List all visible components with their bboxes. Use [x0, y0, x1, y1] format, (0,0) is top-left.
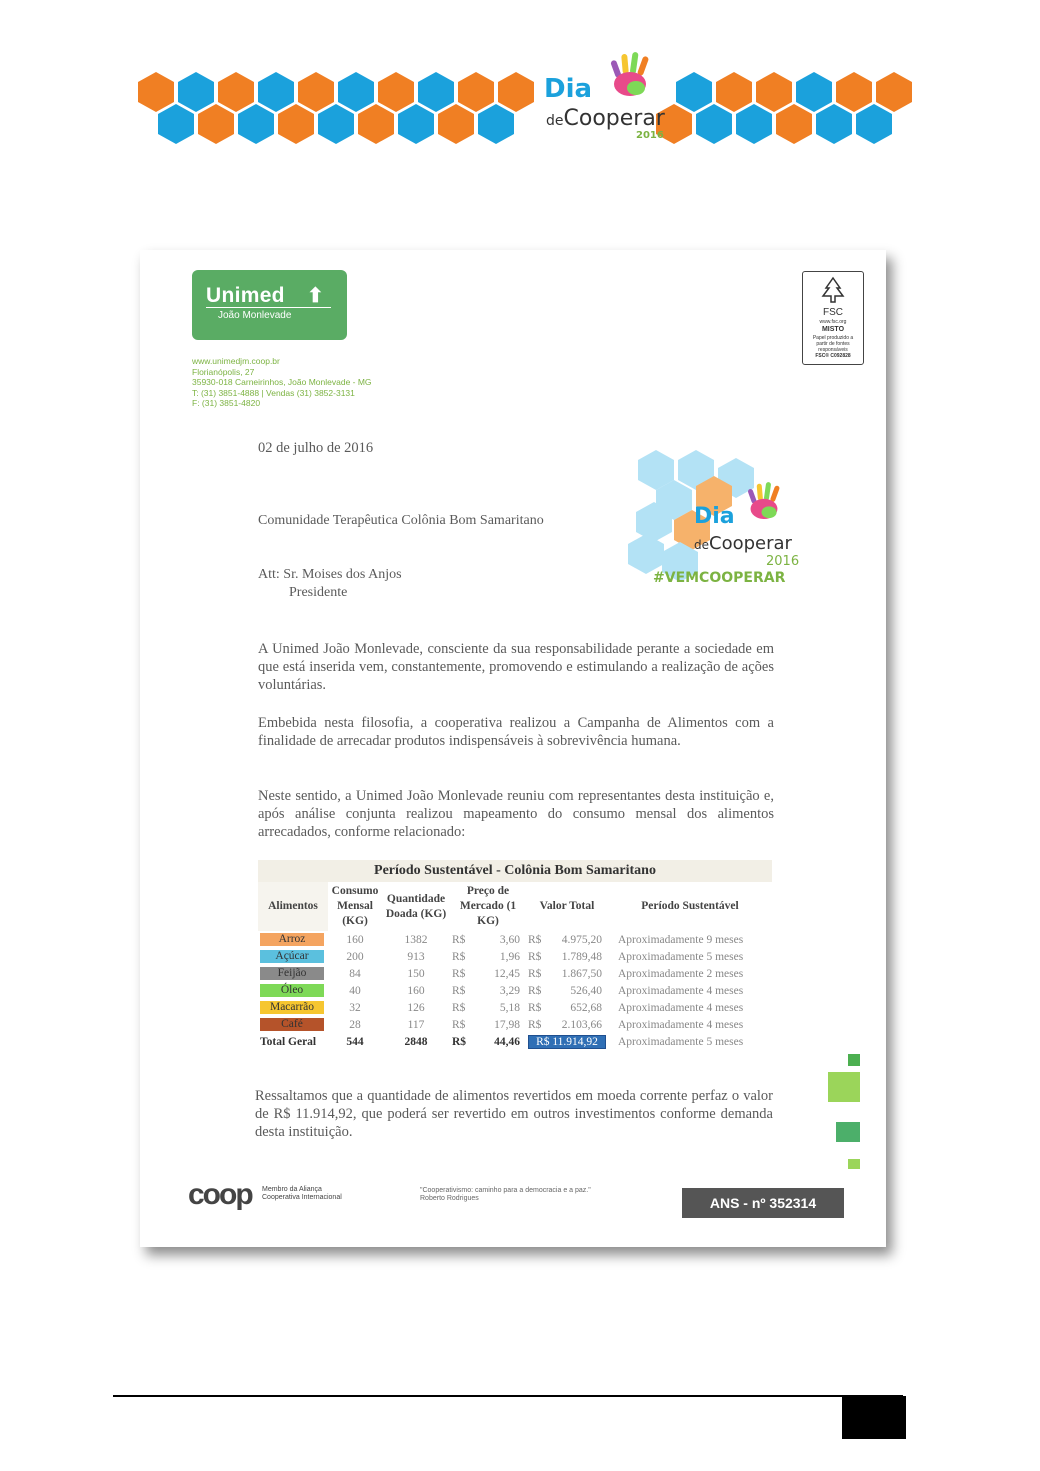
hexagon-shape	[796, 72, 832, 112]
valor-value: 1.789,48	[561, 950, 602, 963]
doada-cell: 160	[407, 984, 425, 997]
periodo-cell: Aproximadamente 5 meses	[618, 950, 744, 963]
preco-cell	[450, 948, 526, 965]
contact-city: 35930-018 Carneirinhos, João Monlevade - MG	[192, 377, 372, 387]
total-doada: 2848	[404, 1035, 428, 1048]
paragraph-3: Neste sentido, a Unimed João Monlevade reuniu com representantes desta instituição e, após análise conjunta realizou mapeamento do consumo mensal dos alimentos arrecadados, conforme relacionado:	[258, 788, 774, 840]
paragraph-2: Embebida nesta filosofia, a cooperativa realizou a Campanha de Alimentos com a finalidade de arrecadar produtos indispensáveis à sobrevivência humana.	[258, 715, 774, 749]
food-label: Arroz	[260, 933, 324, 946]
hexagon-shape	[696, 104, 732, 144]
banner-logo	[544, 74, 592, 104]
campaign-de: de	[694, 538, 709, 552]
hexagon-shape	[478, 104, 514, 144]
banner-logo-year: 2016	[636, 130, 664, 141]
banner-logo-dia: Dia	[544, 74, 593, 104]
header-alimentos: Alimentos	[258, 882, 328, 931]
hexagon-shape	[418, 72, 454, 112]
hexagon-shape	[178, 72, 214, 112]
valor-value: 526,40	[570, 984, 602, 997]
total-preco-value: 44,46	[494, 1035, 520, 1048]
table-row	[258, 965, 772, 982]
total-periodo: Aproximadamente 5 meses	[618, 1035, 744, 1048]
preco-currency: R$	[452, 1001, 466, 1014]
periodo-cell: Aproximadamente 4 meses	[618, 1018, 744, 1031]
contact-street: Florianópolis, 27	[192, 366, 255, 377]
banner-logo-cooperar-line	[546, 106, 665, 131]
table-grid	[258, 882, 772, 1050]
valor-currency: R$	[528, 984, 542, 997]
page-number-box	[842, 1396, 906, 1439]
hexagon-shape	[776, 104, 812, 144]
hexagon-shape	[816, 104, 852, 144]
table-row	[258, 1016, 772, 1033]
table-body	[258, 931, 772, 1050]
hexagon-shape	[318, 104, 354, 144]
footer-quote	[420, 1187, 591, 1203]
campaign-logo	[626, 448, 806, 590]
valor-currency: R$	[528, 1018, 542, 1031]
fsc-label: MISTO	[821, 326, 845, 333]
header-doada: Quantidade Doada (KG)	[385, 892, 447, 920]
preco-value: 3,60	[499, 933, 520, 946]
hand-icon	[600, 52, 660, 102]
sustainability-table	[258, 860, 772, 1050]
unimed-logo	[192, 270, 347, 340]
campaign-dia: Dia	[694, 504, 735, 529]
coop-caption-2: Cooperativa Internacional	[262, 1194, 342, 1201]
valor-value: 652,68	[570, 1001, 602, 1014]
letter-attention	[258, 566, 402, 602]
fsc-code: FSC® C092828	[815, 353, 851, 359]
table-header-row	[258, 882, 772, 931]
hexagon-shape	[676, 72, 712, 112]
header-valor-total: Valor Total	[539, 900, 595, 912]
valor-total-cell	[526, 965, 608, 982]
preco-currency: R$	[452, 1018, 466, 1031]
doada-cell: 117	[407, 1018, 425, 1031]
hexagon-shape	[378, 72, 414, 112]
letter-date: 02 de julho de 2016	[258, 440, 374, 456]
header-preco: Preço de Mercado (1 KG)	[459, 885, 517, 927]
valor-value: 1.867,50	[561, 967, 602, 980]
doada-cell: 913	[407, 950, 425, 963]
doada-cell: 1382	[404, 933, 428, 946]
hexagon-shape	[756, 72, 792, 112]
food-label: Açúcar	[260, 950, 324, 963]
valor-total-cell	[526, 982, 608, 999]
preco-value: 17,98	[494, 1018, 520, 1031]
decor-square	[836, 1122, 860, 1142]
coop-caption	[262, 1186, 342, 1202]
campaign-cooperar-line	[694, 533, 792, 554]
hexagon-shape	[258, 72, 294, 112]
table-row	[258, 948, 772, 965]
valor-currency: R$	[528, 950, 542, 963]
hexagon-shape	[298, 72, 334, 112]
table-title: Período Sustentável - Colônia Bom Samaritano	[258, 860, 772, 882]
quote-author: Roberto Rodrigues	[420, 1195, 479, 1202]
fsc-text: Papel produzido a partir de fontes responsáveis	[812, 335, 854, 353]
hexagon-shape	[438, 104, 474, 144]
fsc-tree-icon	[818, 276, 848, 304]
food-label: Óleo	[260, 984, 324, 997]
hexagon-shape	[458, 72, 494, 112]
decor-square	[828, 1072, 860, 1102]
bottom-rule	[113, 1395, 903, 1397]
banner-logo-cooperar: Cooperar	[563, 106, 665, 131]
fsc-url: www.fsc.org	[819, 319, 847, 325]
food-cell	[258, 1016, 328, 1033]
hexagon-shape	[736, 104, 772, 144]
valor-total-cell	[526, 999, 608, 1016]
valor-currency: R$	[528, 933, 542, 946]
consumo-cell: 32	[349, 1001, 361, 1014]
contact-website: www.unimedjm.coop.br	[192, 356, 280, 366]
valor-value: 2.103,66	[561, 1018, 602, 1031]
valor-total-cell	[526, 948, 608, 965]
campaign-hand-icon	[738, 482, 790, 524]
table-row	[258, 982, 772, 999]
coop-caption-1: Membro da Aliança	[262, 1186, 322, 1193]
preco-currency: R$	[452, 950, 466, 963]
preco-currency: R$	[452, 967, 466, 980]
hexagon-shape	[278, 104, 314, 144]
food-cell	[258, 999, 328, 1016]
hexagon-shape	[358, 104, 394, 144]
unimed-city: João Monlevade	[218, 310, 292, 321]
hexagon-shape	[836, 72, 872, 112]
preco-cell	[450, 999, 526, 1016]
total-label: Total Geral	[260, 1035, 317, 1048]
hexagon-shape	[876, 72, 912, 112]
contact-fax: F: (31) 3851-4820	[192, 398, 261, 408]
total-preco-currency: R$	[452, 1035, 467, 1048]
fsc-name: FSC	[823, 307, 843, 318]
food-label: Feijão	[260, 967, 324, 980]
campaign-cooperar: Cooperar	[709, 533, 792, 554]
letter-recipient: Comunidade Terapêutica Colônia Bom Samaritano	[258, 513, 544, 528]
preco-cell	[450, 1016, 526, 1033]
campaign-hashtag: #VEMCOOPERAR	[653, 570, 786, 586]
consumo-cell: 200	[346, 950, 364, 963]
closing-paragraph: Ressaltamos que a quantidade de alimentos revertidos em moeda corrente perfaz o valor de R$ 11.914,92, que poderá ser revertido em outros investimentos conforme demanda desta instituição.	[255, 1088, 773, 1140]
consumo-cell: 84	[349, 967, 361, 980]
table-row	[258, 931, 772, 948]
hexagon-shape	[498, 72, 534, 112]
decor-square	[848, 1159, 860, 1169]
valor-total-cell	[526, 1016, 608, 1033]
preco-value: 1,96	[499, 950, 520, 963]
total-consumo: 544	[346, 1035, 364, 1048]
consumo-cell: 160	[346, 933, 364, 946]
preco-cell	[450, 965, 526, 982]
paragraph-1: A Unimed João Monlevade, consciente da sua responsabilidade perante a sociedade em que está inserida vem, constantemente, promovendo e estimulando a realização de ações voluntárias.	[258, 641, 774, 693]
periodo-cell: Aproximadamente 4 meses	[618, 984, 744, 997]
logo-divider	[206, 307, 331, 308]
doada-cell: 126	[407, 1001, 425, 1014]
periodo-cell: Aproximadamente 9 meses	[618, 933, 744, 946]
preco-currency: R$	[452, 933, 466, 946]
att-title: Presidente	[289, 585, 348, 600]
hexagon-shape	[716, 72, 752, 112]
hexagon-shape	[218, 72, 254, 112]
preco-cell	[450, 982, 526, 999]
contact-block	[192, 356, 372, 409]
preco-value: 3,29	[499, 984, 520, 997]
att-name: Att: Sr. Moises dos Anjos	[258, 567, 402, 582]
valor-value: 4.975,20	[561, 933, 602, 946]
periodo-cell: Aproximadamente 2 meses	[618, 967, 744, 980]
hexagon-shape	[398, 104, 434, 144]
total-preco-cell	[450, 1033, 526, 1050]
banner-logo-de: de	[546, 113, 564, 129]
header-consumo: Consumo Mensal (KG)	[331, 885, 379, 927]
hexagon-shape	[138, 72, 174, 112]
top-banner	[130, 48, 910, 148]
hexagon-shape	[628, 534, 664, 574]
hexagon-shape	[338, 72, 374, 112]
food-cell	[258, 965, 328, 982]
valor-total-cell	[526, 931, 608, 948]
quote-text: "Cooperativismo: caminho para a democracia e a paz."	[420, 1187, 591, 1194]
preco-value: 12,45	[494, 967, 520, 980]
food-label: Macarrão	[260, 1001, 324, 1014]
consumo-cell: 40	[349, 984, 361, 997]
preco-currency: R$	[452, 984, 466, 997]
table-row	[258, 999, 772, 1016]
preco-cell	[450, 931, 526, 948]
ans-badge: ANS - nº 352314	[682, 1188, 844, 1218]
letter-page	[140, 250, 886, 1247]
doada-cell: 150	[407, 967, 425, 980]
campaign-year: 2016	[766, 554, 800, 569]
fsc-seal	[802, 271, 864, 365]
coop-logo	[188, 1178, 342, 1212]
food-cell	[258, 982, 328, 999]
consumo-cell: 28	[349, 1018, 361, 1031]
unimed-brand: Unimed	[206, 284, 285, 307]
header-periodo: Período Sustentável	[641, 900, 739, 912]
hexagon-shape	[198, 104, 234, 144]
unimed-tree-icon: ⬆	[307, 285, 324, 307]
food-cell	[258, 931, 328, 948]
preco-value: 5,18	[499, 1001, 520, 1014]
decor-square	[848, 1054, 860, 1066]
food-label: Café	[260, 1018, 324, 1031]
valor-currency: R$	[528, 967, 542, 980]
total-row	[258, 1033, 772, 1050]
coop-logo-text: coop	[188, 1178, 252, 1211]
contact-phone: T: (31) 3851-4888 | Vendas (31) 3852-3131	[192, 387, 355, 398]
total-valor-highlight: R$ 11.914,92	[528, 1035, 606, 1049]
hexagon-shape	[238, 104, 274, 144]
hexagon-shape	[856, 104, 892, 144]
periodo-cell: Aproximadamente 4 meses	[618, 1001, 744, 1014]
total-valor-cell	[526, 1033, 608, 1050]
valor-currency: R$	[528, 1001, 542, 1014]
food-cell	[258, 948, 328, 965]
hexagon-shape	[158, 104, 194, 144]
